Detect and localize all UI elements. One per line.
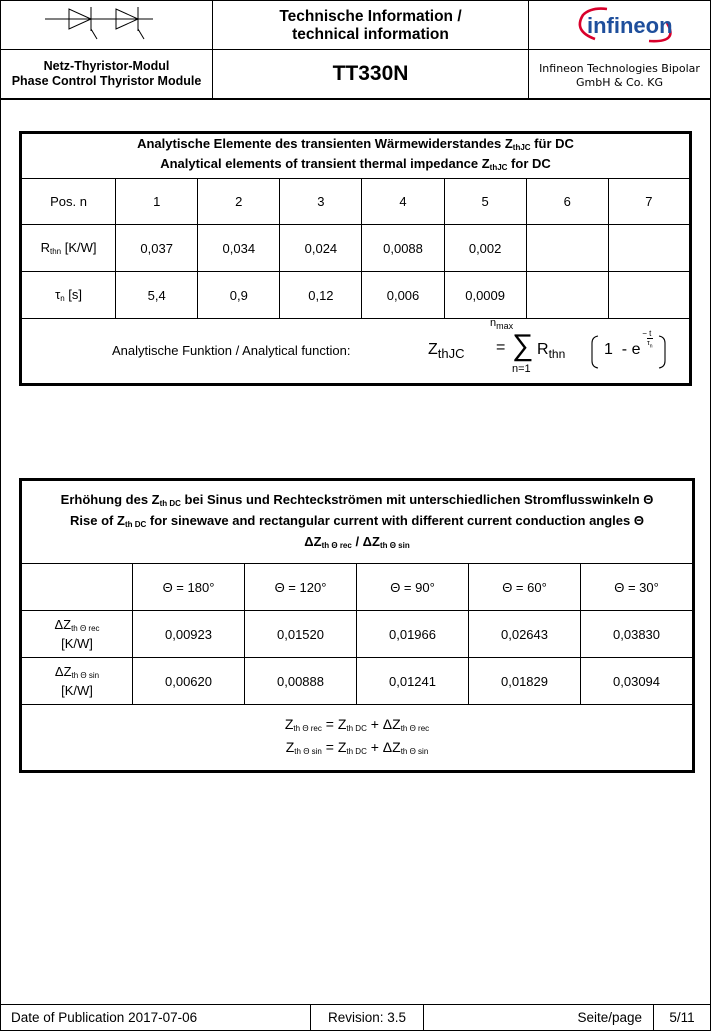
module-type-en: Phase Control Thyristor Module xyxy=(11,74,202,88)
pos-1: 1 xyxy=(116,179,198,225)
rth-7 xyxy=(608,225,690,272)
function-formula xyxy=(428,319,668,385)
module-type xyxy=(1,50,213,98)
tau-label: $\tau_n$ [s] xyxy=(21,272,116,319)
thyristor-symbol-icon xyxy=(1,1,213,50)
table2-title xyxy=(21,480,694,564)
thyristor-symbol-cell xyxy=(1,1,213,50)
table1-title xyxy=(21,133,691,179)
revision: Revision: 3.5 xyxy=(311,1005,424,1031)
page-number: 5/11 xyxy=(669,1010,695,1025)
company-line-2: GmbH & Co. KG xyxy=(575,76,663,89)
rth-5: 0,002 xyxy=(444,225,526,272)
part-number: TT330N xyxy=(213,50,529,98)
function-label: Analytische Funktion / Analytical function: xyxy=(112,343,351,358)
formula-r: $R_{thn}$ xyxy=(537,341,566,362)
module-type-de: Netz-Thyristor-Modul xyxy=(43,59,170,73)
table2-title-de: Erhöhung des $Z_{th DC}$ bei Sinus und Rechteckströmen mit unterschiedlichen Stromflusswinkeln Θ xyxy=(60,491,654,508)
rec-120: 0,01520 xyxy=(245,611,357,658)
sum-sign-icon: ∑ xyxy=(512,329,534,362)
sum-lower: n=1 xyxy=(512,363,531,375)
document-title-en: technical information xyxy=(292,26,449,43)
page-label: Seite/page xyxy=(424,1005,654,1031)
formula-lhs: $Z_{thJC}$ xyxy=(428,341,465,362)
angle-180: Θ = 180° xyxy=(133,564,245,611)
analytical-function-row xyxy=(21,319,691,385)
sin-30: 0,03094 xyxy=(581,658,694,705)
rec-180: 0,00923 xyxy=(133,611,245,658)
sin-90: 0,01241 xyxy=(357,658,469,705)
rec-label: $\Delta Z_{th \Theta rec}$ [K/W] xyxy=(21,611,133,658)
rth-2: 0,034 xyxy=(198,225,280,272)
document-title xyxy=(213,1,529,50)
angle-120: Θ = 120° xyxy=(245,564,357,611)
equations-row xyxy=(21,705,694,772)
sin-180: 0,00620 xyxy=(133,658,245,705)
table-row xyxy=(21,611,694,658)
table2-title-delta: $\Delta Z_{th \Theta rec} / \Delta Z_{th \Theta sin}$ xyxy=(304,533,410,550)
rth-label: $R_{thn}$ [K/W] xyxy=(21,225,116,272)
tau-4: 0,006 xyxy=(362,272,444,319)
rth-6 xyxy=(526,225,608,272)
formula-eq: = xyxy=(496,339,506,356)
pos-2: 2 xyxy=(198,179,280,225)
sin-120: 0,00888 xyxy=(245,658,357,705)
rth-3: 0,024 xyxy=(280,225,362,272)
rth-4: 0,0088 xyxy=(362,225,444,272)
page-footer xyxy=(1,1004,710,1031)
pos-4: 4 xyxy=(362,179,444,225)
pos-5: 5 xyxy=(444,179,526,225)
table1-title-en: Analytical elements of transient thermal impedance $Z_{thJC}$ for DC xyxy=(160,156,551,172)
tau-7 xyxy=(608,272,690,319)
angle-60: Θ = 60° xyxy=(469,564,581,611)
rth-1: 0,037 xyxy=(116,225,198,272)
pos-6: 6 xyxy=(526,179,608,225)
rec-90: 0,01966 xyxy=(357,611,469,658)
table-row xyxy=(21,564,694,611)
formula-exponent: − t $\tau_n$ xyxy=(642,329,653,350)
pos-7: 7 xyxy=(608,179,690,225)
infineon-logo xyxy=(529,1,710,50)
sum-upper: $n_{max}$ xyxy=(490,317,514,332)
rec-60: 0,02643 xyxy=(469,611,581,658)
rec-30: 0,03830 xyxy=(581,611,694,658)
table1-title-de: Analytische Elemente des transienten Wärmewiderstandes $Z_{thJC}$ für DC xyxy=(137,136,574,152)
equation-sin: $Z_{th \Theta sin} = Z_{th DC} + \Delta Z_{th \Theta sin}$ xyxy=(285,738,429,756)
table-row xyxy=(21,179,691,225)
pos-label: Pos. n xyxy=(21,179,116,225)
infineon-logo-icon xyxy=(529,1,710,50)
table-row xyxy=(21,225,691,272)
paren-right-icon xyxy=(657,335,667,369)
formula-one-minus-e: 1 - e xyxy=(604,341,641,358)
angle-corner xyxy=(21,564,133,611)
logo-text: infineon xyxy=(587,13,673,38)
equation-rec: $Z_{th \Theta rec} = Z_{th DC} + \Delta Z_{th \Theta rec}$ xyxy=(284,715,430,733)
sin-60: 0,01829 xyxy=(469,658,581,705)
publication-date: Date of Publication 2017-07-06 xyxy=(1,1005,311,1031)
tau-5: 0,0009 xyxy=(444,272,526,319)
conduction-angle-table xyxy=(19,478,695,773)
sin-label: $\Delta Z_{th \Theta sin}$ [K/W] xyxy=(21,658,133,705)
page-header xyxy=(1,1,710,100)
thermal-impedance-table xyxy=(19,131,692,386)
angle-90: Θ = 90° xyxy=(357,564,469,611)
tau-1: 5,4 xyxy=(116,272,198,319)
tau-6 xyxy=(526,272,608,319)
tau-2: 0,9 xyxy=(198,272,280,319)
company-name xyxy=(529,50,710,98)
tau-3: 0,12 xyxy=(280,272,362,319)
table2-title-en: Rise of $Z_{th DC}$ for sinewave and rectangular current with different current conduction angles Θ xyxy=(70,512,644,529)
paren-left-icon xyxy=(590,335,600,369)
angle-30: Θ = 30° xyxy=(581,564,694,611)
company-line-1: Infineon Technologies Bipolar xyxy=(539,62,700,75)
table-row xyxy=(21,658,694,705)
document-title-de: Technische Information / xyxy=(279,8,462,25)
pos-3: 3 xyxy=(280,179,362,225)
table-row xyxy=(21,272,691,319)
